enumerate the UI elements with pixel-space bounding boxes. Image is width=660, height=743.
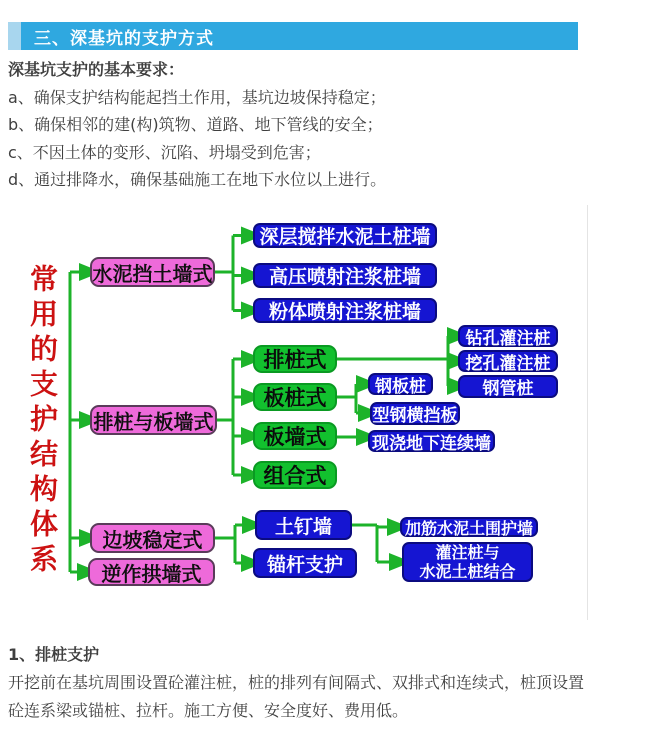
node-cement-retaining-wall: 水泥挡土墙式: [90, 257, 215, 287]
node-h-steel-cross-board: 型钢横挡板: [370, 402, 460, 425]
node-high-pressure-jet-grouting-pile-wall: 高压喷射注浆桩墙: [253, 263, 437, 288]
node-steel-sheet-pile: 钢板桩: [368, 373, 433, 395]
node-bored-cast-in-place-pile: 钻孔灌注桩: [458, 325, 558, 347]
requirement-item-d: d、通过排降水，确保基础施工在地下水位以上进行。: [8, 170, 387, 190]
requirement-item-b: b、确保相邻的建(构)筑物、道路、地下管线的安全；: [8, 115, 383, 135]
section-1-text-line2: 砼连系梁或锚桩、拉杆。施工方便、安全度好、费用低。: [8, 701, 409, 720]
requirement-item-a: a、确保支护结构能起挡土作用，基坑边坡保持稳定；: [8, 87, 386, 107]
node-dug-cast-in-place-pile: 挖孔灌注桩: [458, 350, 558, 372]
node-cast-in-place-diaphragm-wall: 现浇地下连续墙: [368, 430, 495, 452]
node-top-down-arch-wall: 逆作拱墙式: [88, 558, 215, 586]
support-structure-diagram: [8, 208, 588, 600]
node-plate-wall-type: 板墙式: [253, 422, 337, 450]
node-anchor-rod-support: 锚杆支护: [253, 548, 357, 578]
requirement-item-c: c、不因土体的变形、沉陷、坍塌受到危害；: [8, 142, 321, 162]
section-1-heading: 1、排桩支护: [8, 645, 100, 664]
section-1-text-line1: 开挖前在基坑周围设置砼灌注桩，桩的排列有间隔式、双排式和连续式，桩顶设置: [8, 673, 585, 692]
node-slope-stabilization: 边坡稳定式: [90, 523, 215, 553]
requirements-heading: 深基坑支护的基本要求：: [8, 60, 185, 79]
banner-accent-bar: [8, 22, 21, 50]
node-deep-mixed-cement-pile-wall: 深层搅拌水泥土桩墙: [253, 223, 437, 248]
node-pile-cement-combined-line1: 灌注桩与: [435, 543, 500, 562]
node-pile-cement-combined-line2: 水泥土桩结合: [419, 562, 516, 581]
node-pile-and-wall: 排桩与板墙式: [90, 405, 217, 435]
node-sheet-pile-type: 板桩式: [253, 383, 337, 411]
node-reinforced-cement-soil-wall: 加筋水泥土围护墙: [400, 517, 538, 537]
node-pile-cement-combined: [402, 542, 533, 582]
page-title: 三、深基坑的支护方式: [34, 28, 214, 49]
node-powder-jet-grouting-pile-wall: 粉体喷射注浆桩墙: [253, 298, 437, 323]
node-row-pile-type: 排桩式: [253, 345, 337, 373]
diagram-root-label: 常用的支护结构体系: [26, 263, 59, 579]
node-combined-type: 组合式: [253, 461, 337, 489]
node-soil-nail-wall: 土钉墙: [255, 510, 352, 540]
requirements-block: [8, 56, 648, 194]
section-1-block: [8, 641, 653, 725]
section-banner: [21, 22, 578, 50]
node-steel-pipe-pile: 钢管桩: [458, 375, 558, 398]
